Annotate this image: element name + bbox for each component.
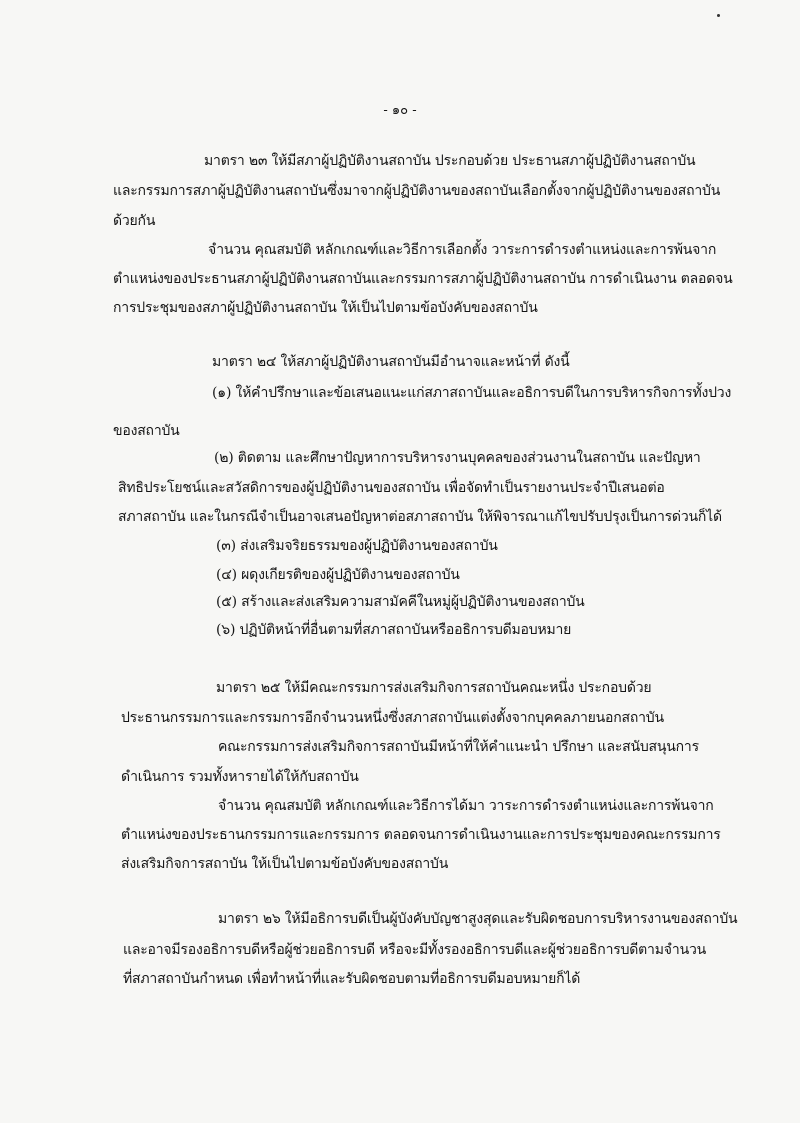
s25-line-1: มาตรา ๒๕ ให้มีคณะกรรมการส่งเสริมกิจการสถาบันคณะหนึ่ง ประกอบด้วย <box>216 680 652 696</box>
s24-line-4: (๒) ติดตาม และศึกษาปัญหาการบริหารงานบุคคลของส่วนงานในสถาบัน และปัญหา <box>214 450 701 466</box>
s25-line-5: จำนวน คุณสมบัติ หลักเกณฑ์และวิธีการได้มา วาระการดำรงตำแหน่งและการพ้นจาก <box>218 798 714 814</box>
s24-line-2: (๑) ให้คำปรึกษาและข้อเสนอแนะแก่สภาสถาบันและอธิการบดีในการบริหารกิจการทั้งปวง <box>212 385 732 401</box>
s25-line-3: คณะกรรมการส่งเสริมกิจการสถาบันมีหน้าที่ให้คำแนะนำ ปรึกษา และสนับสนุนการ <box>218 739 699 755</box>
s24-line-3: ของสถาบัน <box>113 423 180 439</box>
s23-line-6: การประชุมของสภาผู้ปฏิบัติงานสถาบัน ให้เป็นไปตามข้อบังคับของสถาบัน <box>113 300 538 316</box>
s23-line-3: ด้วยกัน <box>113 213 156 229</box>
s25-line-7: ส่งเสริมกิจการสถาบัน ให้เป็นไปตามข้อบังคับของสถาบัน <box>121 856 449 872</box>
s24-line-8: (๔) ผดุงเกียรติของผู้ปฏิบัติงานของสถาบัน <box>216 567 460 583</box>
s26-line-1: มาตรา ๒๖ ให้มีอธิการบดีเป็นผู้บังคับบัญชาสูงสุดและรับผิดชอบการบริหารงานของสถาบัน <box>218 911 738 927</box>
s26-line-3: ที่สภาสถาบันกำหนด เพื่อทำหน้าที่และรับผิดชอบตามที่อธิการบดีมอบหมายก็ได้ <box>123 971 581 987</box>
s23-line-4: จำนวน คุณสมบัติ หลักเกณฑ์และวิธีการเลือกตั้ง วาระการดำรงตำแหน่งและการพ้นจาก <box>208 242 717 258</box>
s24-line-6: สภาสถาบัน และในกรณีจำเป็นอาจเสนอปัญหาต่อสภาสถาบัน ให้พิจารณาแก้ไขปรับปรุงเป็นการด่วนก็ได้ <box>118 509 722 525</box>
s25-line-2: ประธานกรรมการและกรรมการอีกจำนวนหนึ่งซึ่งสภาสถาบันแต่งตั้งจากบุคคลภายนอกสถาบัน <box>121 710 664 726</box>
s24-line-5: สิทธิประโยชน์และสวัสดิการของผู้ปฏิบัติงานของสถาบัน เพื่อจัดทำเป็นรายงานประจำปีเสนอต่อ <box>118 480 665 496</box>
s25-line-4: ดำเนินการ รวมทั้งหารายได้ให้กับสถาบัน <box>121 769 359 785</box>
s24-line-1: มาตรา ๒๔ ให้สภาผู้ปฏิบัติงานสถาบันมีอำนาจและหน้าที่ ดังนี้ <box>212 354 570 370</box>
s24-line-10: (๖) ปฏิบัติหน้าที่อื่นตามที่สภาสถาบันหรืออธิการบดีมอบหมาย <box>216 622 572 638</box>
s23-line-2: และกรรมการสภาผู้ปฏิบัติงานสถาบันซึ่งมาจากผู้ปฏิบัติงานของสถาบันเลือกตั้งจากผู้ปฏิบัติงานของสถาบัน <box>113 183 721 199</box>
s23-line-1: มาตรา ๒๓ ให้มีสภาผู้ปฏิบัติงานสถาบัน ประกอบด้วย ประธานสภาผู้ปฏิบัติงานสถาบัน <box>204 153 696 169</box>
s26-line-2: และอาจมีรองอธิการบดีหรือผู้ช่วยอธิการบดี หรือจะมีทั้งรองอธิการบดีและผู้ช่วยอธิการบดีตามจำนวน <box>123 942 706 958</box>
s25-line-6: ตำแหน่งของประธานกรรมการและกรรมการ ตลอดจนการดำเนินงานและการประชุมของคณะกรรมการ <box>121 827 721 843</box>
s24-line-9: (๕) สร้างและส่งเสริมความสามัคคีในหมู่ผู้ปฏิบัติงานของสถาบัน <box>216 594 585 610</box>
page-number: - ๑๐ - <box>383 103 417 118</box>
s23-line-5: ตำแหน่งของประธานสภาผู้ปฏิบัติงานสถาบันและกรรมการสภาผู้ปฏิบัติงานสถาบัน การดำเนินงาน ตลอดจน <box>113 271 733 287</box>
s24-line-7: (๓) ส่งเสริมจริยธรรมของผู้ปฏิบัติงานของสถาบัน <box>216 538 498 554</box>
scan-speck <box>717 14 720 17</box>
